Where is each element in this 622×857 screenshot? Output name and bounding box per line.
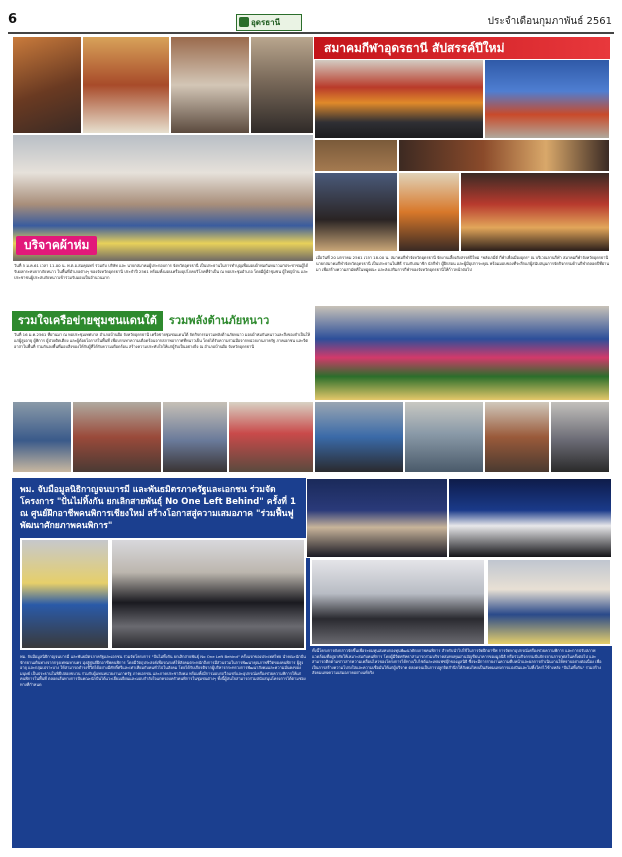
photo-gathering-2 [72,401,162,473]
photo-cyclists-lineup [448,478,612,558]
photo-panel-seated [310,558,486,646]
photo-rider-portrait [486,558,612,646]
photo-gathering-7 [484,401,550,473]
donation-caption: วันที่ 5 ม.ค.61 เวลา 11.00 น. พ.ต.อ.สมคุณทร์ ร่วมกับ บริษัท และ นายกสมาคมผู้ประกอบการ จังหวัดอุดรธานี เป็นประธานในการทำบุญเพื่อมอบผ้าห่มกันหนาวแก่ประชาชนผู้ได้รับผลกระทบจากภัยหนาว ในพื้นที่อำเภอต่างๆ ของจังหวัดอุดรธานี ประจำปี 2561 พร้อมทั้งมอบเครื่องอุปโภคบริโภคที่จำเป็น ณ หอประชุมอำเภอ โดยมีผู้นำชุมชน ผู้ใหญ่บ้าน และประชาชนผู้ประสบภัยหนาวเข้าร่วมรับมอบเป็นจำนวนมาก [14,263,309,280]
feature-title: พม. จับมือมูลนิธิกาญจนบารมี และพันธมิตรภาครัฐและเอกชน ร่วมจัดโครงการ "ปั่นไม่ทิ้งกัน ยกเลิกสายพันธุ์ No One Left Behind" ครั้งที่ 1 ณ ศูนย์ฝึกอาชีพคนพิการเชียงใหม่ สร้างโอกาสสู่ความเสมอภาค "ร่วมฟื้นฟูพัฒนาศักยภาพคนพิการ" [20,485,296,531]
photo-party-2 [398,172,460,252]
photo-ceremony-1 [12,36,82,134]
society-photo-collage [314,59,610,252]
page-header [0,12,622,32]
photo-party-1 [314,172,398,252]
photo-party-3 [460,172,610,252]
photo-gathering-1 [12,401,72,473]
header-rule [8,32,614,34]
photo-officials [110,538,306,650]
photo-stage-group [314,59,484,139]
society-title-band: สมาคมกีฬาอุดรธานี สัปสรรค์ปีใหม่ [314,37,610,59]
photo-dinner [398,139,610,172]
photo-cyclists-start [20,538,110,650]
logo-text: อุดรธานี [251,18,281,27]
network-caption: วันที่ 16 ม.ค.2561 ที่ผ่านมา ณ หอประชุมเทศบาล อำเภอบ้านผือ จังหวัดอุดรธานี เครือข่ายชุมชนแดนใต้ จัดกิจกรรมรวมพลังต้านภัยหนาว มอบผ้าห่มกันหนาวและสิ่งของจำเป็นให้แก่ผู้สูงอายุ ผู้พิการ ผู้ป่วยติดเตียง และผู้ด้อยโอกาสในพื้นที่ เพื่อบรรเทาความเดือดร้อนจากสภาพอากาศที่หนาวเย็น โดยได้รับความร่วมมือจากหน่วยงานภาครัฐ ภาคเอกชน และจิตอาสาในพื้นที่ ร่วมกันลงพื้นที่มอบสิ่งของให้กับผู้ที่ได้รับความเดือดร้อน สร้างความประทับใจให้แก่ผู้รับเป็นอย่างยิ่ง ณ อำเภอบ้านผือ จังหวัดอุดรธานี [14,332,311,349]
photo-blanket-volunteers [314,305,610,401]
network-title-part-2: รวมพลังต้านภัยหนาว [163,311,275,331]
photo-gathering-5 [314,401,404,473]
photo-ceremony-2 [82,36,170,134]
masthead-logo [236,14,302,31]
feature-col1: พม. จับมือมูลนิธิกาญจนบารมี และพันธมิตรภาครัฐและเอกชน ร่วมจัดโครงการ "ปั่นไม่ทิ้งกัน ยกเลิกสายพันธุ์ No One Left Behind" ครั้งแรกของประเทศไทย นำคณะนักปั่นจักรยานเดินทางจากกรุงเทพมหานคร มุ่งสู่ศูนย์ฝึกอาชีพคนพิการ โดยมีวัตถุประสงค์เพื่อรณรงค์ให้สังคมตระหนักถึงการมีส่วนร่วมในการพัฒนาคุณภาพชีวิตของคนพิการ ผู้สูงอายุ และกลุ่มเปราะบาง ให้สามารถดำรงชีวิตได้อย่างมีศักดิ์ศรีและเท่าเทียมกับคนทั่วไปในสังคม โดยได้รับเกียรติจากผู้บริหารกระทรวงการพัฒนาสังคมและความมั่นคงของมนุษย์ เป็นประธานในพิธีปล่อยขบวน ร่วมกับผู้แทนหน่วยงานภาครัฐ ภาคเอกชน และภาคประชาสังคม พร้อมทั้งมีการมอบรถวีลแชร์และอุปกรณ์เครื่องช่วยความพิการให้แก่คนพิการในพื้นที่ ตลอดเส้นทางการปั่นคณะนักปั่นได้แวะเยี่ยมเยียนและมอบกำลังใจแก่ครอบครัวคนพิการในชุมชนต่างๆ ทั้งนี้ผู้สนใจสามารถร่วมสนับสนุนโครงการได้ตามช่องทางที่กำหนด [20,654,306,687]
photo-gathering-8 [550,401,610,473]
photo-audience [314,139,398,172]
photo-gathering-6 [404,401,484,473]
photo-ceremony-3 [170,36,250,134]
issue-date: ประจำเดือนกุมภาพันธ์ 2561 [487,16,612,27]
network-title-part-1: รวมใจเครือข่ายชุมชนแดนใต้ [12,311,163,331]
photo-gathering-3 [162,401,228,473]
logo-mark-icon [239,17,249,27]
photo-speaker [306,478,448,558]
photo-ceremony-4 [250,36,314,134]
feature-col2: ทั้งนี้โครงการดังกล่าวจัดขึ้นเพื่อระดมทุนสมทบกองทุนพัฒนาศักยภาพคนพิการ สำหรับนำไปใช้ในการจัดฝึกอาชีพ การจัดหาอุปกรณ์เครื่องช่วยความพิการ และการปรับสภาพแวดล้อมที่อยู่อาศัยให้เหมาะสมกับคนพิการ โดยผู้มีจิตศรัทธาสามารถร่วมบริจาคสมทบทุนผ่านบัญชีธนาคารของมูลนิธิ หรือร่วมกิจกรรมปั่นจักรยานการกุศลในครั้งต่อไป และสามารถติดตามข่าวสารความเคลื่อนไหวของโครงการได้ทางเว็บไซต์และเพจเฟซบุ๊กของมูลนิธิ ซึ่งจะมีการรายงานความคืบหน้าและผลการดำเนินงานให้ทราบอย่างต่อเนื่อง เพื่อเป็นการสร้างความโปร่งใสและความเชื่อมั่นให้แก่ผู้บริจาค ตลอดจนเป็นการปลูกจิตสำนึกให้สังคมไทยเป็นสังคมแห่งการแบ่งปันและไม่ทิ้งใครไว้ข้างหลัง "ปั่นไม่ทิ้งกัน" ร่วมสร้างสังคมแห่งความเสมอภาคอย่างแท้จริง [312,648,602,676]
donation-photo-collage [12,36,314,262]
donation-tag: บริจาคผ้าห่ม [16,236,97,255]
photo-gathering-4 [228,401,314,473]
photo-sign-board [484,59,610,139]
page-number: 6 [8,12,18,27]
network-photo-collage [12,305,610,473]
feature-section [12,478,612,848]
society-caption: เมื่อวันที่ 20 มกราคม 2561 เวลา 18.00 น. สมาคมกีฬาจังหวัดอุดรธานี จัดงานเลี้ยงสังสรรค์ปีใหม่ "พลังเกมีต์ กีฬาเพื่อเมืองอุดร" ณ บริเวณลานกีฬา สมาคมกีฬาจังหวัดอุดรธานี นายกสมาคมกีฬาจังหวัดอุดรธานี เป็นประธานในพิธี ร่วมกับสมาชิก นักกีฬา ผู้ฝึกสอน และผู้มีอุปการะคุณ พร้อมมอบของที่ระลึกแก่ผู้สนับสนุนการจัดกิจกรรมด้านกีฬาตลอดปีที่ผ่านมา เพื่อสร้างความสามัคคีในหมู่คณะ และส่งเสริมการกีฬาของจังหวัดอุดรธานีให้ก้าวหน้าต่อไป [316,255,610,272]
